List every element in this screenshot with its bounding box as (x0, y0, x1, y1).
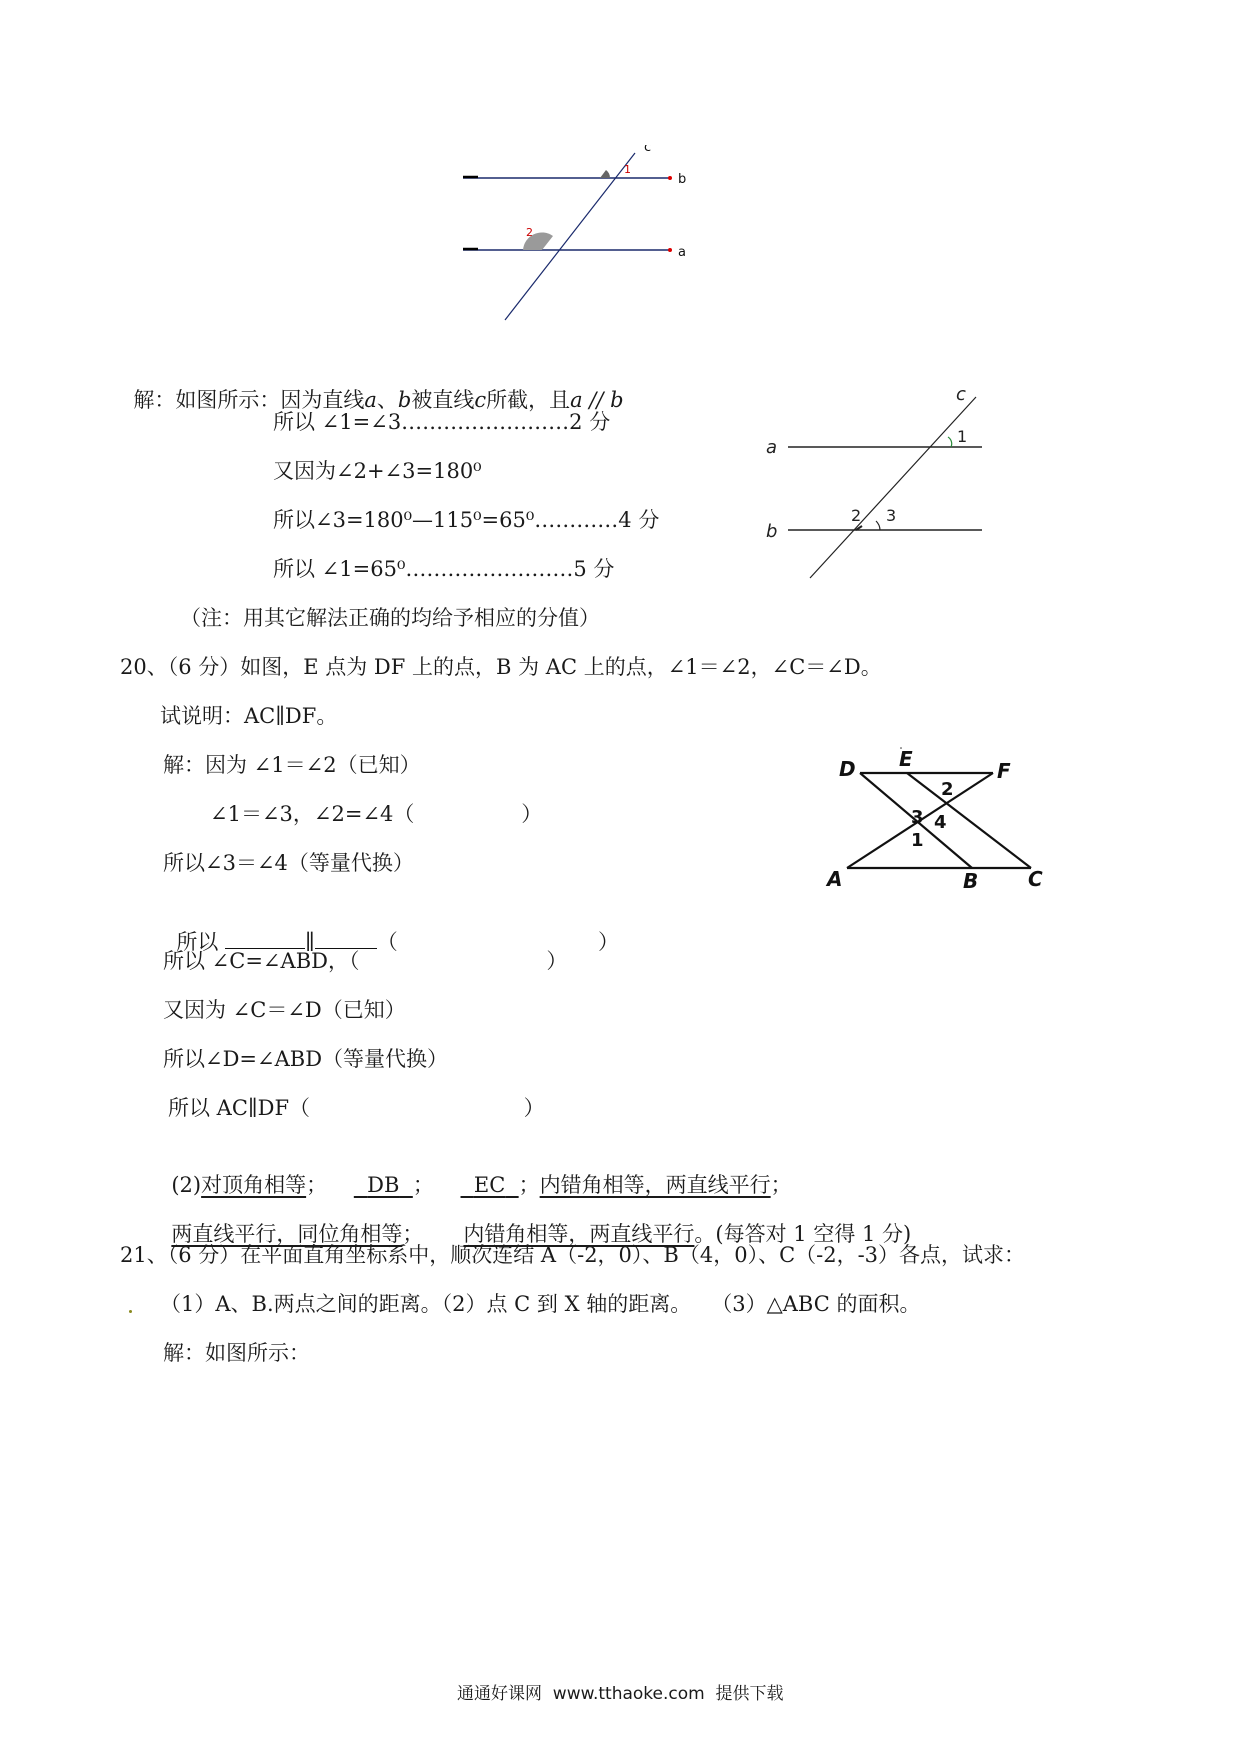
fig3-label-D: D (839, 757, 856, 781)
fig3-label-E: E (899, 747, 913, 771)
fig2-angle-1: 1 (957, 427, 968, 446)
q21-parts: （1）A、B.两点之间的距离。（2）点 C 到 X 轴的距离。 （3）△ABC 的面积。 (160, 1292, 921, 1316)
q20-prompt: 试说明：AC∥DF。 (160, 704, 338, 728)
fig2-label-c: c (956, 385, 966, 405)
q20-answers-line2: 两直线平行，同位角相等； 内错角相等，两直线平行。(每答对 1 空得 1 分) (171, 1222, 912, 1246)
fig3-label-C: C (1028, 867, 1043, 891)
q19-line2: 所以 ∠1=∠3……………………2 分 (273, 410, 611, 434)
fig3-angle-1: 1 (911, 830, 924, 851)
fig2-angle-3: 3 (886, 506, 897, 525)
fig1-angle-2: 2 (526, 226, 533, 239)
fig1-label-a: a (678, 245, 686, 260)
fig1-angle-1: 1 (624, 163, 631, 176)
q20-step5: 所以 ∠C=∠ABD，（ ） (163, 949, 568, 973)
stray-dot (129, 1310, 132, 1313)
q20-step1: 解：因为 ∠1＝∠2（已知） (163, 753, 421, 777)
fig3-angle-4: 4 (934, 812, 947, 833)
q20-step2: ∠1＝∠3，∠2=∠4（ ） (210, 802, 543, 826)
q20-step8: 所以 AC∥DF（ ） (168, 1096, 545, 1120)
q19-line3: 又因为∠2+∠3=180⁰ (273, 459, 482, 483)
q19-line5: 所以 ∠1=65⁰……………………5 分 (273, 557, 615, 581)
fig3-angle-2: 2 (941, 779, 954, 800)
q21-solution: 解：如图所示： (163, 1341, 310, 1365)
fig1-label-c: c (644, 145, 652, 155)
q20-step7: 所以∠D=∠ABD（等量代换） (163, 1047, 449, 1071)
fig2-label-a: a (766, 437, 778, 458)
fig3-angle-3: 3 (911, 807, 924, 828)
q19-note: （注：用其它解法正确的均给予相应的分值） (180, 606, 600, 630)
fig2-angle-2: 2 (851, 506, 862, 525)
q20-step3: 所以∠3＝∠4（等量代换） (163, 851, 414, 875)
q20-answers-line1: (2)对顶角相等； DB ； EC ；内错角相等，两直线平行； (171, 1173, 792, 1197)
fig2-label-b: b (766, 521, 778, 542)
fig1-label-b: b (678, 172, 687, 187)
fig3-label-B: B (963, 869, 979, 893)
blank-1[interactable] (225, 926, 305, 949)
figure-q20-geometry (815, 740, 1065, 900)
q20-step6: 又因为 ∠C＝∠D（已知） (163, 998, 406, 1022)
fig3-label-F: F (997, 759, 1011, 783)
fig3-label-A: A (827, 867, 843, 891)
q20-step4: 所以 ∥ （ ） (163, 898, 619, 956)
q19-line1: 解：如图所示：因为直线a、b被直线c所截，且a // b (133, 388, 624, 412)
page-footer: 通通好课网 www.tthaoke.com 提供下载 (457, 1684, 784, 1704)
q21-title: 21、（6 分）在平面直角坐标系中，顺次连结 A（-2，0）、B（4，0）、C（-2，-3）各点，试求： (120, 1243, 1026, 1267)
figure-parallel-lines-1 (460, 145, 700, 325)
blank-2[interactable] (315, 926, 377, 949)
q20-title: 20、（6 分）如图，E 点为 DF 上的点，B 为 AC 上的点，∠1＝∠2，∠C＝∠D。 (120, 655, 882, 679)
figure-parallel-lines-2 (760, 385, 1000, 585)
q19-line4: 所以∠3=180⁰—115⁰=65⁰…………4 分 (273, 508, 660, 532)
